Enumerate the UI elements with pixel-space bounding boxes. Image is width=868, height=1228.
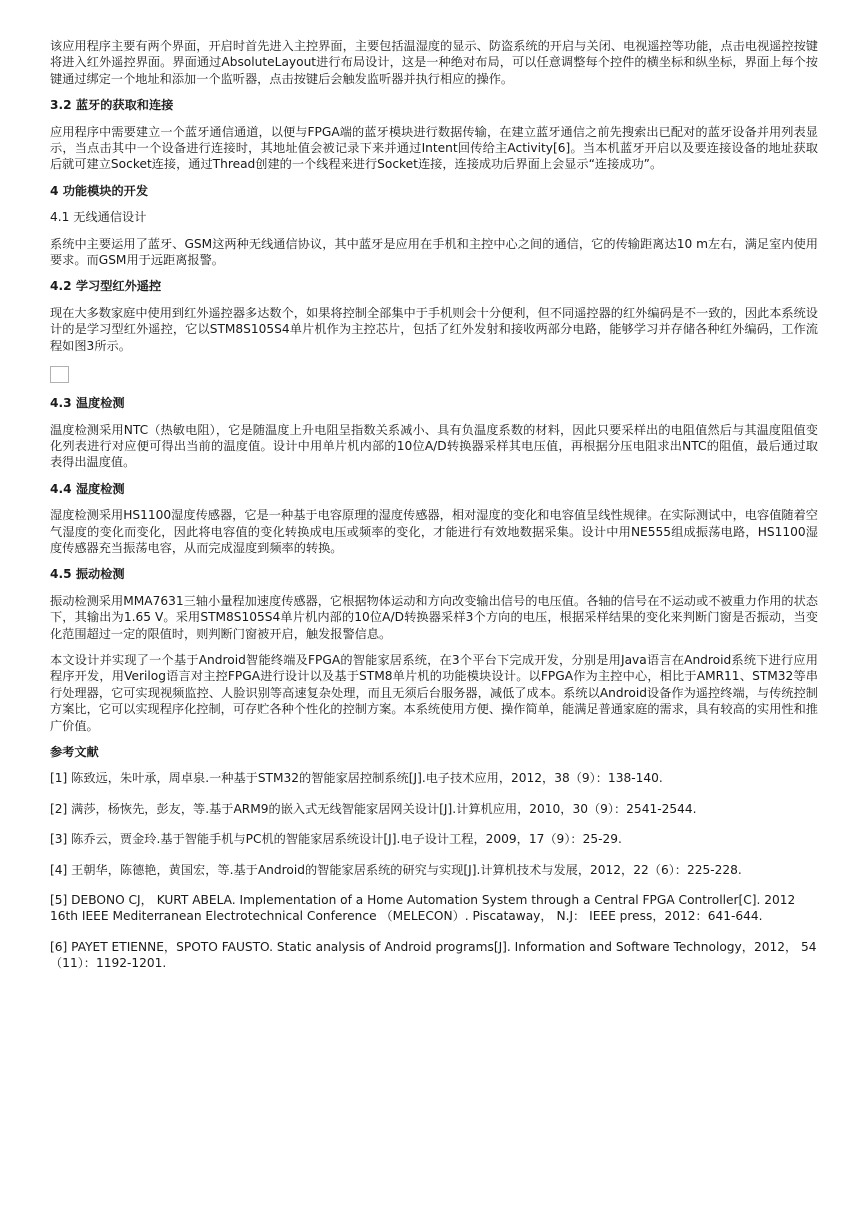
references-heading: 参考文献 <box>50 745 99 759</box>
reference-item: [5] DEBONO CJ， KURT ABELA. Implementation of a Home Automation System through a Central FPGA Controller[C]. 2012 16th IEEE Mediterranean Electrotechnical Conference （MELECON）. Piscataway， N.J： IEEE press，2012：641-644. <box>50 893 796 924</box>
broken-image-icon <box>50 366 69 383</box>
section-heading-4-2: 4.2 学习型红外遥控 <box>50 279 162 294</box>
paragraph-intro: 该应用程序主要有两个界面，开启时首先进入主控界面，主要包括温湿度的显示、防盗系统的开启与关闭、电视遥控等功能，点击电视遥控按键将进入红外遥控界面。界面通过AbsoluteLayout进行布局设计，这是一种绝对布局，可以任意调整每个控件的横坐标和纵坐标，界面上每个按键通过绑定一个地址和添加一个监听器，点击按键后会触发监听器并执行相应的操作。 <box>50 39 818 86</box>
reference-item: [1] 陈致远，朱叶承，周卓泉.一种基于STM32的智能家居控制系统[J].电子技术应用，2012，38（9）：138-140. <box>50 771 663 786</box>
reference-item: [4] 王朝华，陈德艳，黄国宏，等.基于Android的智能家居系统的研究与实现[J].计算机技术与发展，2012，22（6）：225-228. <box>50 862 742 877</box>
paragraph-4-4: 湿度检测采用HS1100湿度传感器，它是一种基于电容原理的湿度传感器，相对湿度的变化和电容值呈线性规律。在实际测试中，电容值随着空气湿度的变化而变化，因此将电容值的变化转换成电压或频率的变化，才能进行有效地数据采集。设计中用NE555组成振荡电路，HS1100湿度传感器充当振荡电容，从而完成湿度到频率的转换。 <box>50 508 818 555</box>
paragraph-4-3: 温度检测采用NTC（热敏电阻），它是随温度上升电阻呈指数关系减小、具有负温度系数的材料，因此只要采样出的电阻值然后与其温度阻值变化列表进行对应便可得出当前的温度值。设计中用单片机内部的10位A/D转换器采样其电压值，再根据分压电阻求出NTC的阻值，最后通过取表得出温度值。 <box>50 422 818 470</box>
section-heading-3-2: 3.2 蓝牙的获取和连接 <box>50 98 174 113</box>
paragraph-4-1: 系统中主要运用了蓝牙、GSM这两种无线通信协议，其中蓝牙是应用在手机和主控中心之间的通信，它的传输距离达10 m左右，满足室内使用要求。而GSM用于远距离报警。 <box>50 236 818 268</box>
reference-item: [3] 陈乔云，贾金玲.基于智能手机与PC机的智能家居系统设计[J].电子设计工程，2009，17（9）：25-29. <box>50 832 622 847</box>
section-heading-4: 4 功能模块的开发 <box>50 183 149 198</box>
section-heading-4-3: 4.3 温度检测 <box>50 396 125 411</box>
reference-list <box>50 770 818 971</box>
paragraph-4-2: 现在大多数家庭中使用到红外遥控器多达数个，如果将控制全部集中于手机则会十分便利，但不同遥控器的红外编码是不一致的，因此本系统设计的是学习型红外遥控，它以STM8S105S4单片机作为主控芯片，包括了红外发射和接收两部分电路，能够学习并存储各种红外编码，工作流程如图3所示。 <box>50 305 818 353</box>
paragraph-4-5: 振动检测采用MMA7631三轴小量程加速度传感器，它根据物体运动和方向改变输出信号的电压值。各轴的信号在不运动或不被重力作用的状态下，其输出为1.65 V。采用STM8S105S4单片机内部的10位A/D转换器采样3个方向的电压，根据采样结果的变化来判断门窗是否振动，当变化范围超过一定的限值时，则判断门窗被开启，触发报警信息。 <box>50 593 818 641</box>
reference-item: [2] 满莎，杨恢先，彭友，等.基于ARM9的嵌入式无线智能家居网关设计[J].计算机应用，2010，30（9）：2541-2544. <box>50 801 697 816</box>
section-heading-4-5: 4.5 振动检测 <box>50 567 125 582</box>
section-heading-4-1: 4.1 无线通信设计 <box>50 210 147 225</box>
paragraph-3-2: 应用程序中需要建立一个蓝牙通信通道，以便与FPGA端的蓝牙模块进行数据传输，在建立蓝牙通信之前先搜索出已配对的蓝牙设备并用列表显示，当点击其中一个设备进行连接时，其地址值会被记录下来并通过Intent回传给主Activity[6]。当本机蓝牙开启以及要连接设备的地址获取后就可建立Socket连接，通过Thread创建的一个线程来进行Socket连接，连接成功后界面上会显示“连接成功”。 <box>50 124 818 172</box>
reference-item: [6] PAYET ETIENNE，SPOTO FAUSTO. Static analysis of Android programs[J]. Information and Software Technology，2012， 54（11）：1192-1201. <box>50 939 817 971</box>
section-heading-4-4: 4.4 湿度检测 <box>50 481 125 496</box>
paragraph-conclusion: 本文设计并实现了一个基于Android智能终端及FPGA的智能家居系统，在3个平台下完成开发，分别是用Java语言在Android系统下进行应用程序开发，用Verilog语言对主控FPGA进行设计以及基于STM8单片机的功能模块设计。以FPGA作为主控中心，相比于AMR11、STM32等串行处理器，它可实现视频监控、人脸识别等高速复杂处理，而且无须后台服务器，减低了成本。系统以Android设备作为遥控终端，与传统控制方案比，它可以实现程序化控制，可存贮各种个性化的控制方案。本系统使用方便、操作简单，能满足普通家庭的需求，具有较高的实用性和推广价值。 <box>50 652 818 733</box>
